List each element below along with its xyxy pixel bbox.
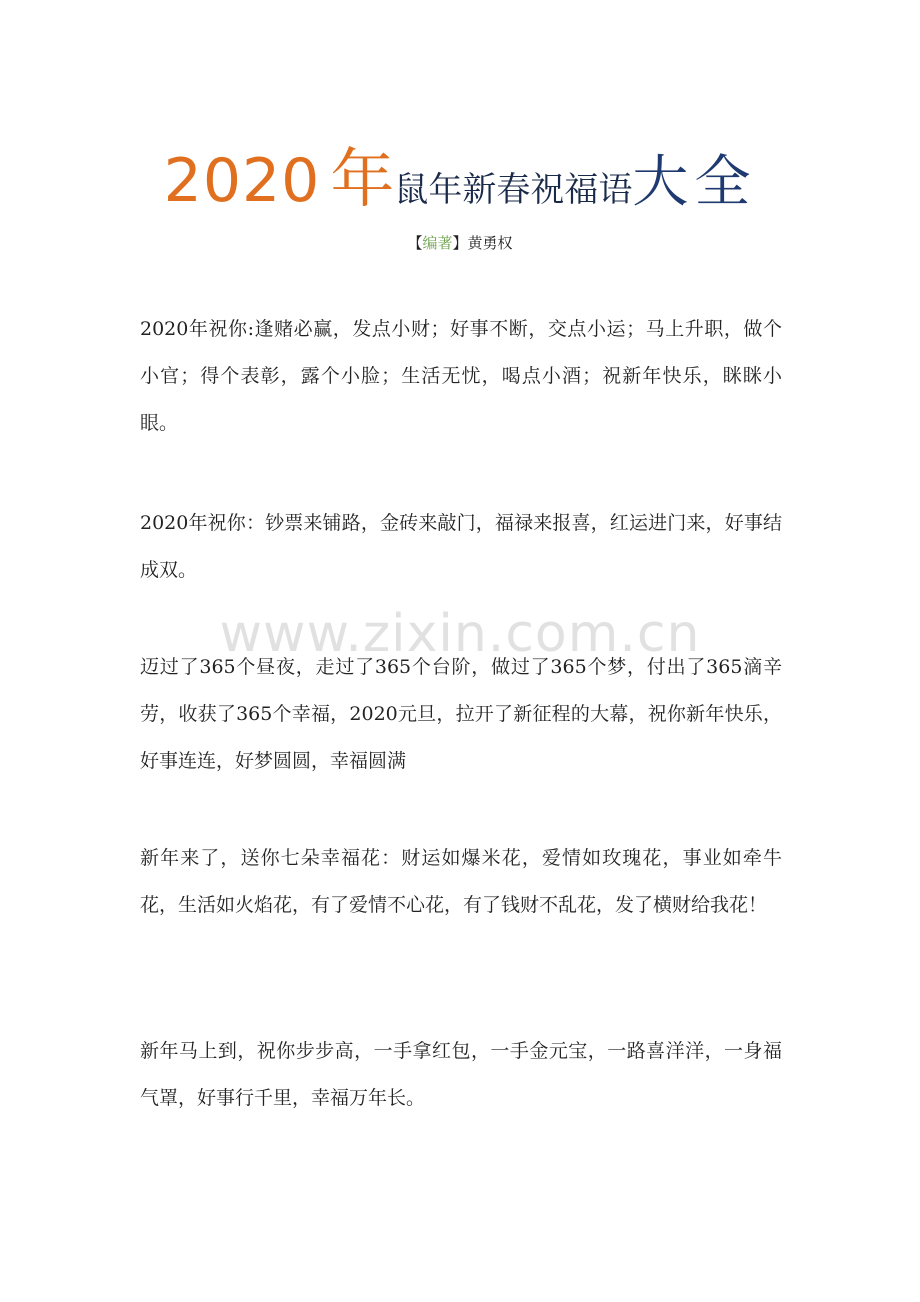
editor-credit [0,232,920,253]
paragraph-3: 迈过了365个昼夜，走过了365个台阶，做过了365个梦，付出了365滴辛劳，收获了365个幸福，2020元旦，拉开了新征程的大幕，祝你新年快乐，好事连连，好梦圆圆，幸福圆满 [140,656,782,772]
paragraph-1: 2020年祝你:逢赌必赢，发点小财；好事不断，交点小运；马上升职，做个小官；得个表彰，露个小脸；生活无忧，喝点小酒；祝新年快乐，眯眯小眼。 [140,318,782,434]
editor-name: 黄勇权 [467,234,513,252]
paragraph-5: 新年马上到，祝你步步高，一手拿红包，一手金元宝，一路喜洋洋，一身福气罩，好事行千里，幸福万年长。 [140,1040,782,1109]
editor-close-bracket: 】 [452,234,468,252]
title-nian: 年 [330,143,395,217]
title-year: 2020 [163,146,321,216]
watermark: www.zixin.com.cn [219,604,701,664]
paragraph-2: 2020年祝你：钞票来铺路，金砖来敲门，福禄来报喜，红运进门来，好事结成双。 [140,512,782,581]
title-main: 鼠年新春祝福语 [394,170,633,210]
editor-label: 编著 [422,234,453,252]
editor-open-bracket: 【 [407,234,423,252]
title-big: 大全 [632,150,757,215]
document-title [0,128,920,217]
paragraph-4: 新年来了，送你七朵幸福花：财运如爆米花，爱情如玫瑰花，事业如牵牛花，生活如火焰花，有了爱情不心花，有了钱财不乱花，发了横财给我花！ [140,847,782,916]
